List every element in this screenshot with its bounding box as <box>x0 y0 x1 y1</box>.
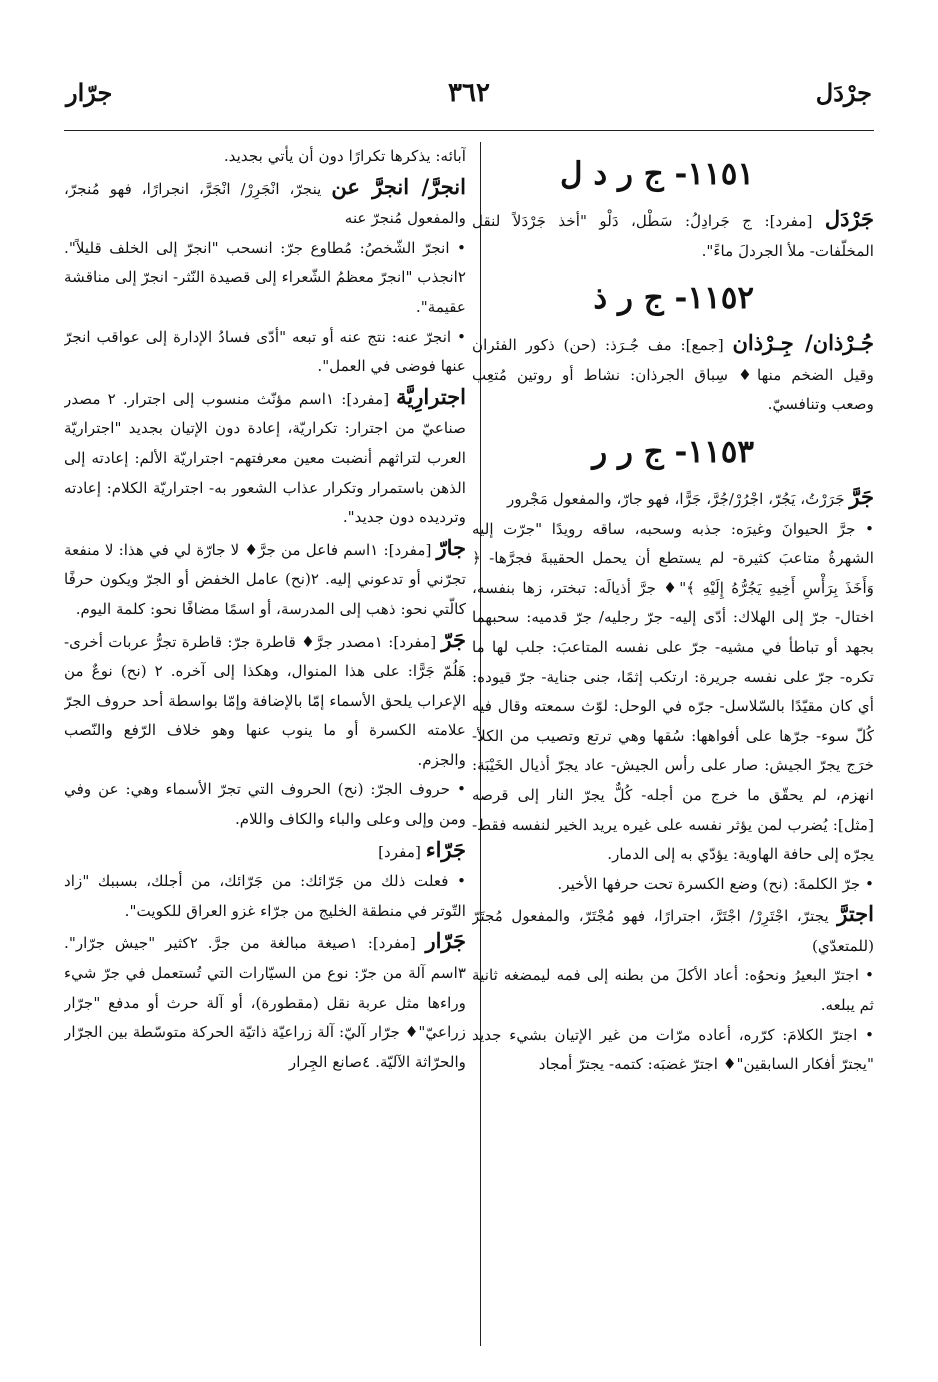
left-column <box>64 142 466 1347</box>
headword: جَرَّ <box>849 483 874 509</box>
dictionary-entry <box>64 926 466 1077</box>
dictionary-entry <box>472 482 874 515</box>
page-number: ٣٦٢ <box>448 78 490 108</box>
definition-text: • اجترّ البعيرُ ونحوُه: أعاد الأكلَ من بطنه إلى فمه ليمضغه ثانية ثم يبلعه. <box>472 966 874 1015</box>
headword: اجترارِيَّة <box>396 383 466 409</box>
running-head-left: جرّار <box>66 78 113 107</box>
definition-text: آبائه: يذكرها تكرارًا دون أن يأتي بجديد. <box>223 147 466 165</box>
dictionary-entry <box>64 234 466 323</box>
headword: جُـرْذان/ جِـرْذان <box>732 330 874 356</box>
definition-text: • فعلت ذلك من جَرّائك: من جَرّائك، من أجلك، بسببك "زاد التّوتر في منطقة الخليج من جرّاء غزو العراق للكويت". <box>64 872 466 920</box>
dictionary-entry <box>472 515 874 870</box>
dictionary-entry <box>64 142 466 172</box>
definition-text: • جرَّ الحيوانَ وغيرَه: جذبه وسحبه، ساقه رويدًا "جرّت إليه الشهرةُ متاعبَ كثيرة- لم يستطع أن يحمل الحقيبةَ فجرَّها- ﴿ وَأَخَذَ بِرَأْسِ أَخِيهِ يَجُرُّهُ إِلَيْهِ ﴾"♦ جرَّ أذيالَه: تبختر، زها بنفسه، اختال- جرّ إلى الهلاك: أدّى إليه- جرّ رجليه/ جرّ قدميه: سحبهما بجهد أو تباطأ في مشيه- جرّ على نفسه المتاعبَ: جلب لها ما تكره- جرّ على نفسه جريرة: ارتكب إثمًا، جنى جناية- جرّ قيوده: أي كان مقيّدًا بالسّلاسل- جرّه في الوحل: لوّث سمعته وقال فيه كُلّ سوء- جرّها على أفواهها: سُقها وهي ترتع وتصيب من الكلأ- خرَج يجرّ الجيش: صار على رأس الجيش- عاد يجرّ أذيال الخَيْبَة: انهزم، لم يحقّق ما خرج من أجله- كُلٌّ يجرّ النار إلى قرصه [مثل]: يُضرب لمن يؤثر نفسه على غيره يريد الخير لنفسه فقط- يجرّه إلى حافة الهاوية: يؤدّي به إلى الدمار. <box>472 519 874 864</box>
definition-text: • جرّ الكلمةَ: (نح) وضع الكسرة تحت حرفها الأخير. <box>557 874 874 893</box>
definition-text: ينجرّ، انْجَرِرْ/ انْجَرَّ، انجرارًا، فهو مُنجرّ، والمفعول مُنجرّ عنه <box>64 179 466 228</box>
dictionary-entry <box>64 835 466 868</box>
definition-text: [مفرد]: ١اسم فاعل من جرَّ♦ لا جارّة لي في هذا: لا منفعة تجرّني أو تدعوني إليه. ٢(نح) عامل الخفض أو الجرّ ويكون حرفًا كالّتي نحو: ذهب إلى المدرسة، أو اسمًا مضافًا نحو: كلمة اليوم. <box>64 540 466 618</box>
dictionary-entry <box>64 172 466 234</box>
dictionary-entry <box>472 204 874 266</box>
headword: اجترَّ <box>837 901 874 927</box>
root-heading: ١١٥١- ج ر د ل <box>560 156 754 192</box>
dictionary-entry <box>64 382 466 533</box>
definition-text: [جمع]: مف جُـرَذ: (حن) ذكور الفئران وقيل الضخم منها♦ سِباق الجرذان: نشاط أو روتين مُتعِب وصعب وتنافسيّ. <box>472 336 874 414</box>
headword: جَرّار <box>425 928 466 954</box>
definition-text: يجترّ، اجْتَرِرْ/ اجْتَرَّ، اجترارًا، فهو مُجْتَرّ، والمفعول مُجتَرّ (للمتعدّي) <box>472 907 874 955</box>
running-head-right: جرْدَل <box>815 78 872 107</box>
dictionary-entry <box>64 533 466 625</box>
headword: انجرَّ/ انجرَّ عن <box>331 173 466 199</box>
headword: جَرّاء <box>425 836 466 862</box>
definition-text: [مفرد]: ١اسم مؤنّث منسوب إلى اجترار. ٢ مصدر صناعيّ من اجترار: تكراريّة، إعادة دون الإتيان بجديد "اجتراريّة العرب لتراثهم أنضبت معين معرفتهم- اجتراريّة الألم: إعادته إلى الذهن باستمرار وتكرار عذاب الشعور به- اجتراريّة الكلام: إعادته وترديده دون جديد". <box>64 389 466 527</box>
dictionary-entry <box>64 867 466 926</box>
headword: جَرْدَل <box>824 206 874 231</box>
definition-text: [مفرد] <box>378 842 426 861</box>
dictionary-entry <box>64 323 466 382</box>
dictionary-entry <box>472 1021 874 1080</box>
dictionary-entry <box>472 961 874 1020</box>
definition-text: • حروف الجرّ: (نح) الحروف التي تجرّ الأسماء وهي: عن وفي ومن وإلى وعلى والباء والكاف واللام. <box>64 780 466 829</box>
headword: جَرّ <box>441 626 466 652</box>
dictionary-entry <box>64 625 466 776</box>
definition-text: جَرَرْتُ، يَجُرّ، اجْرُرْ/جُرَّ، جَرًّا، فهو جارّ، والمفعول مَجْرور <box>506 489 850 508</box>
definition-text: [مفرد]: ١صيغة مبالغة من جرَّ. ٢كثير "جيش جرّار". ٣اسم آلة من جرّ: نوع من السيّارات التي تُستعمل في جرّ شيء وراءها مثل عربة نقل (مقطورة)، أو آلة حرث أو مدفع "جرّار زراعيّ"♦ جرّار آليّ: آلة زراعيّة ذاتيّة الحركة متوسّطة بين الجرّار والحرّاثة الآليّة. ٤صانع الجِرار <box>64 934 466 1071</box>
definition-text: • اجترّ الكلامَ: كرّره، أعاده مرّات من غير الإتيان بشيء جديد "يجترّ أفكار السابقين"♦ اجترّ غضبَه: كتمه- يجترّ أمجاد <box>472 1025 874 1074</box>
right-column <box>472 142 874 1347</box>
dictionary-entry <box>472 870 874 900</box>
root-heading: ١١٥٣- ج ر ر <box>592 433 754 470</box>
root-heading: ١١٥٢- ج ر ذ <box>593 280 754 317</box>
headword: جارّ <box>436 534 466 560</box>
dictionary-entry <box>472 899 874 961</box>
definition-text: • انجرّ عنه: نتج عنه أو تبعه "أدّى فسادُ الإدارة إلى عواقب انجرّ عنها فوضى في العمل". <box>64 327 466 376</box>
dictionary-entry <box>64 775 466 834</box>
definition-text: [مفرد]: ١مصدر جرَّ♦ قاطرة جرّ: قاطرة تجرُّ عربات أخرى- هَلُمّ جَرًّا: على هذا المنوال، وهكذا إلى آخره. ٢ (نح) نوعٌ من الإعراب يلحق الأسماء إمّا بالإضافة وإمّا بواسطة أحد حروف الجرّ علامته الكسرة أو ما ينوب عنها وهو خلاف الرّفع والنّصب والجزم. <box>64 632 466 769</box>
header-rule <box>64 130 874 131</box>
dictionary-entry <box>472 328 874 420</box>
definition-text: • انجرّ الشّخصُ: مُطاوع جرّ: انسحب "انجرّ إلى الخلف قليلاً". ٢انجذب "انجرّ معظمُ الشّعراء إلى قصيدة النّثر- انجرّ إلى مناقشة عقيمة". <box>64 238 466 316</box>
definition-text: [مفرد]: ج جَرادِلُ: سَطْل، دَلْو "أخذ جَرْدَلاً لنقل المخلّفات- ملأ الجردلَ ماءً". <box>472 212 874 260</box>
